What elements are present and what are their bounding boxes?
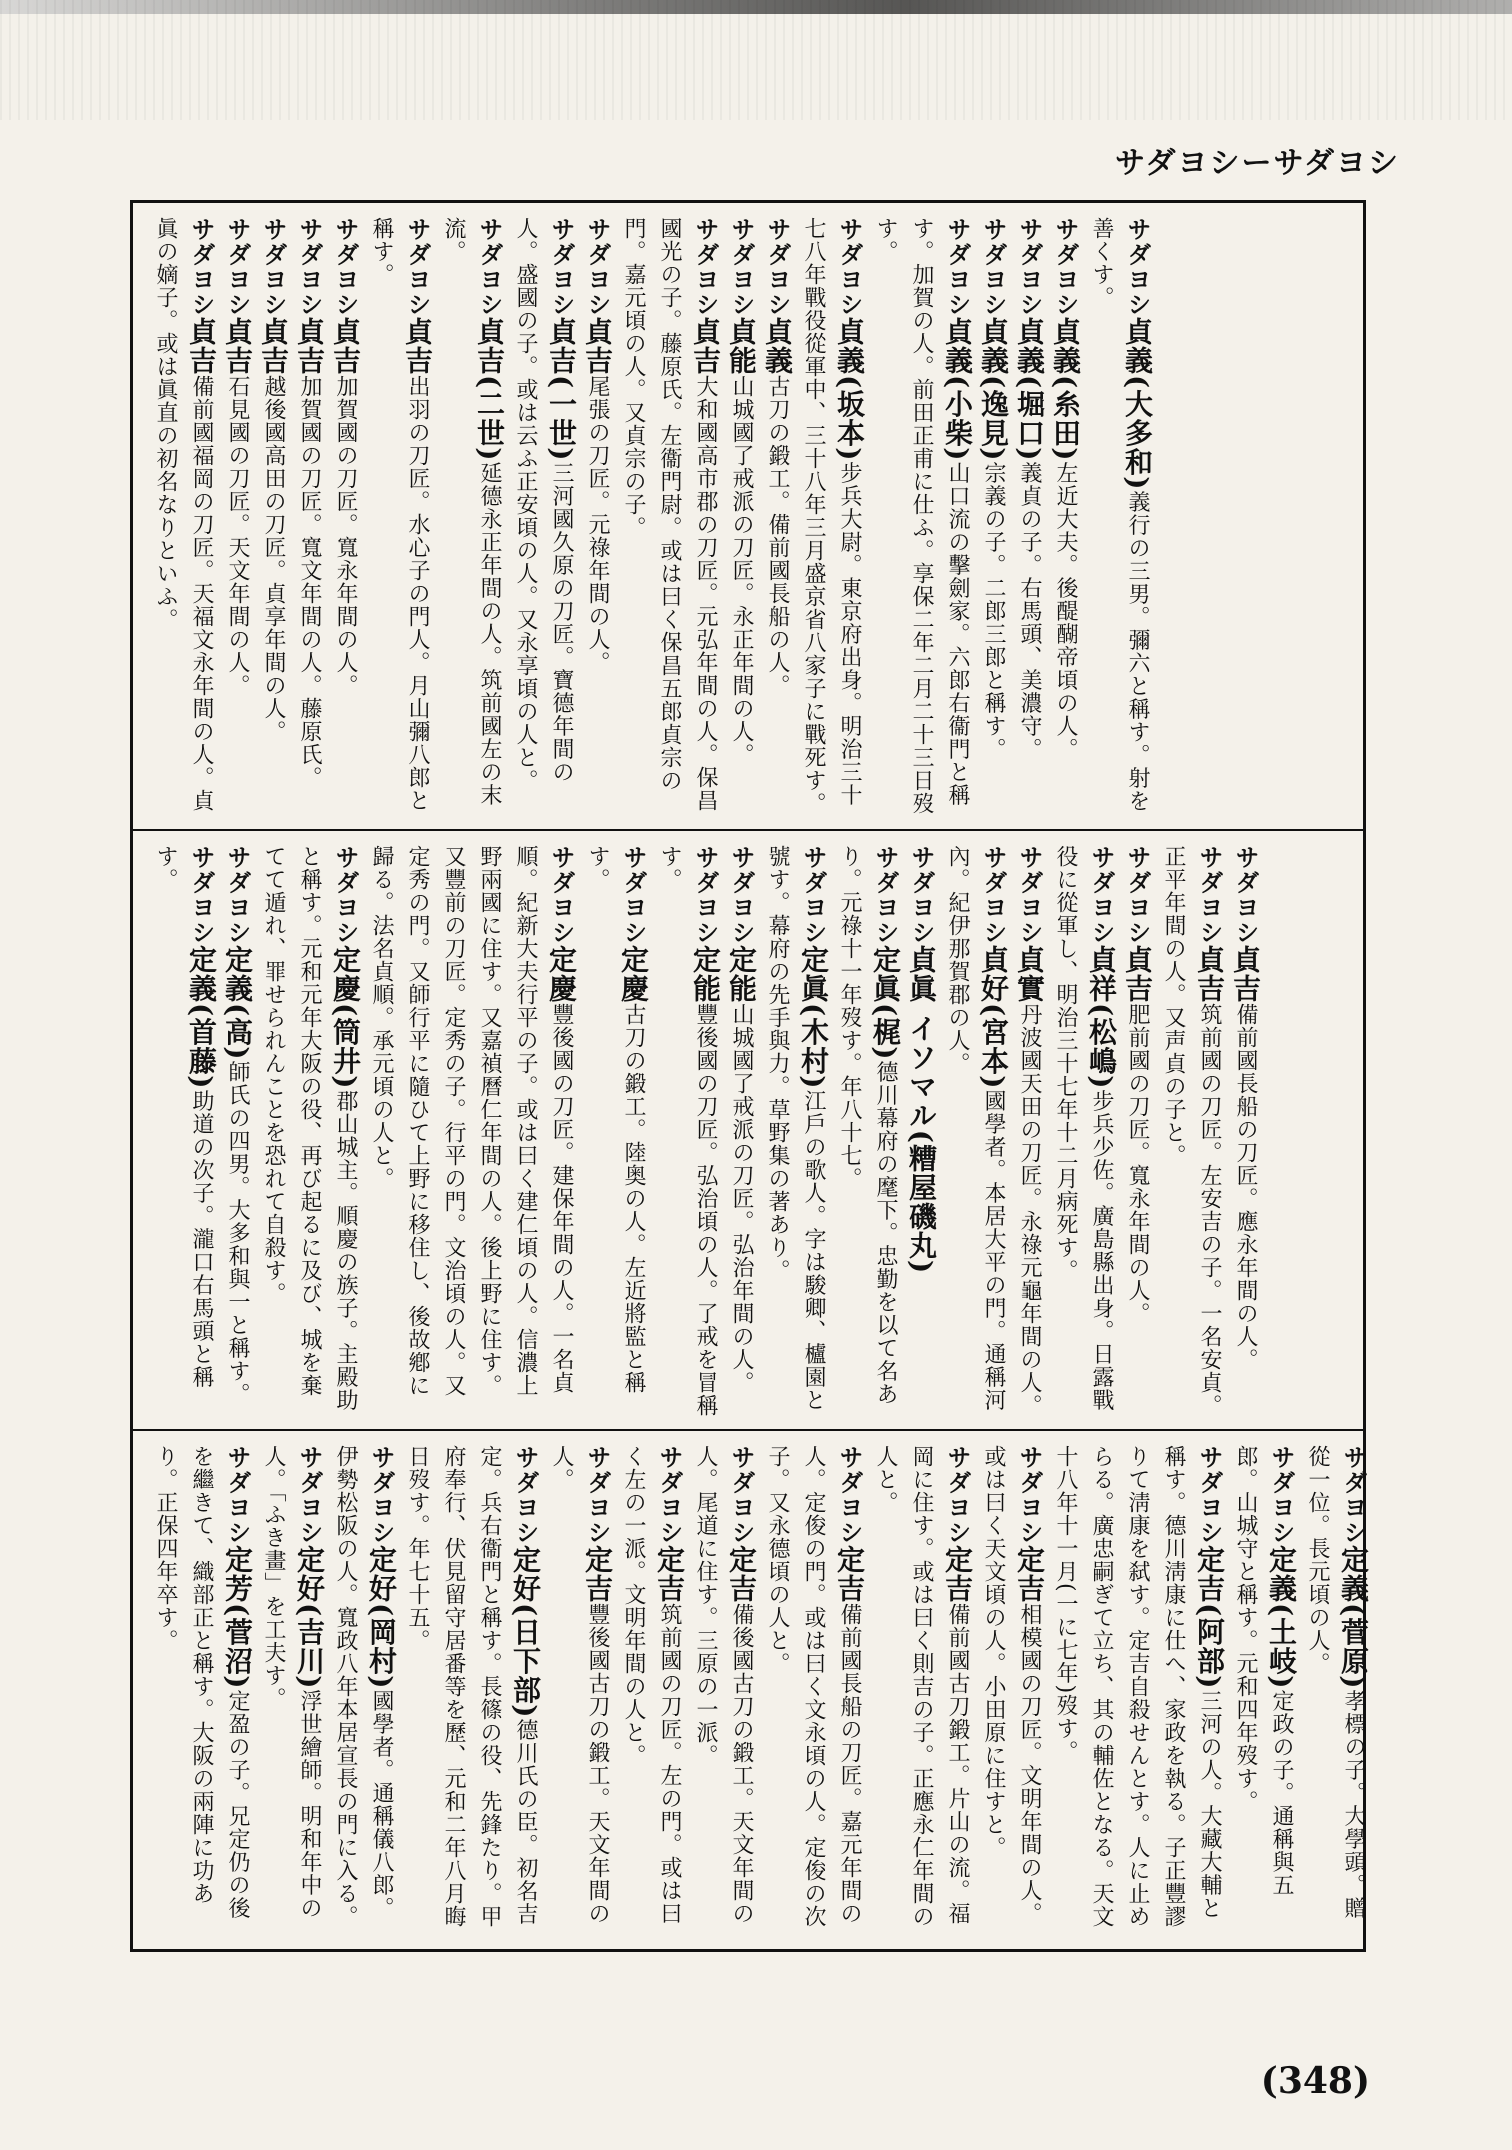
entry-kana: サダヨシ: [1123, 217, 1151, 317]
dictionary-entry: [507, 217, 579, 819]
dictionary-entry: [255, 845, 363, 1419]
dictionary-entry: [867, 1445, 975, 1939]
entry-description: 國學者。本居大平の門。通稱河內。紀伊那賀郡の人。: [945, 845, 1006, 1412]
entry-kana: サダヨシ: [1015, 1445, 1043, 1545]
entry-headword: 貞祥(松嶋): [1085, 945, 1118, 1090]
entry-headword: 貞吉(一世): [545, 317, 578, 462]
entry-description: 備前國長船の刀匠。應永年間の人。: [1233, 1003, 1258, 1371]
entry-description: 孝標の子。大學頭。贈從一位。長元頃の人。: [1305, 1445, 1366, 1920]
entry-headword: 貞吉: [1193, 945, 1226, 1003]
entry-description: 加賀國の刀匠。寬永年間の人。: [333, 375, 358, 697]
entry-description: 助道の次子。瀧口右馬頭と稱す。: [153, 845, 214, 1389]
entry-description: 加賀國の刀匠。寬文年間の人。藤原氏。: [297, 375, 322, 789]
entry-kana: サダヨシ: [547, 845, 575, 945]
entry-headword: 定義(高): [221, 945, 254, 1061]
dictionary-entry: [219, 217, 255, 819]
entry-kana: サダヨシ: [871, 845, 899, 945]
entry-kana: サダヨシ: [511, 1445, 539, 1545]
entry-description: 三河の人。大藏大輔と稱す。德川淸康に仕へ、家政を執る。子正豐謬りて淸康を弑す。定吉自殺せんとす。人に止めらる。廣忠嗣ぎて立ち、其の輔佐となる。天文十八年十一月(一に七年)歿す。: [1053, 1445, 1222, 1928]
entry-kana: サダヨシ: [1195, 1445, 1223, 1545]
entry-kana: サダヨシ: [583, 217, 611, 317]
entry-kana: サダヨシ: [1231, 845, 1259, 945]
entry-headword: 貞吉: [401, 317, 434, 375]
dictionary-entry: [939, 845, 1011, 1419]
entry-kana: サダヨシ: [1123, 845, 1151, 945]
entry-headword: 定好(日下部): [509, 1545, 542, 1719]
entry-description: 丹波國天田の刀匠。永祿元龜年間の人。: [1017, 1003, 1042, 1417]
entry-kana: サダヨシ: [331, 845, 359, 945]
entry-description: 筑前國の刀匠。左の門。或は曰く左の一派。文明年間の人と。: [621, 1445, 682, 1925]
dictionary-entry: [435, 217, 507, 819]
dictionary-entry: [1047, 1445, 1227, 1939]
entry-kana: サダヨシ: [223, 845, 251, 945]
entry-description: 備前國長船の刀匠。嘉元年間の人。定俊の門。或は曰く文永頃の人。定俊の次子。又永德頃の人と。: [765, 1445, 862, 1928]
entry-description: 豐後國の刀匠。弘治頃の人。了戒を冒稱す。: [657, 845, 718, 1417]
entry-kana: サダヨシ: [655, 1445, 683, 1545]
entry-kana: サダヨシ: [979, 217, 1007, 317]
dictionary-entry: [867, 217, 975, 819]
dictionary-entry: [651, 845, 723, 1419]
entry-headword: 貞好(宮本): [977, 945, 1010, 1090]
entry-kana: サダヨシ: [979, 845, 1007, 945]
entry-description: 越後國高田の刀匠。貞享年間の人。: [261, 375, 286, 743]
entry-kana: サダヨシ: [403, 217, 431, 317]
entry-description: 義行の三男。彌六と稱す。射を善くす。: [1089, 217, 1150, 813]
dictionary-entry: [1083, 217, 1155, 819]
dictionary-entry: [543, 1445, 615, 1939]
entry-headword: 貞義(堀口): [1013, 317, 1046, 462]
dictionary-entry: [1011, 217, 1047, 819]
entry-description: 備後國古刀の鍛工。天文年間の人。尾道に住す。三原の一派。: [693, 1445, 754, 1925]
entry-headword: 貞義: [761, 317, 794, 375]
entry-headword: 定吉: [725, 1545, 758, 1603]
entries-column-group: [133, 1431, 1391, 1949]
entry-kana: サダヨシ: [259, 217, 287, 317]
entry-kana: サダヨシ: [763, 217, 791, 317]
dictionary-entry: [831, 845, 903, 1419]
entry-headword: 定能: [689, 945, 722, 1003]
dictionary-entry: [291, 217, 327, 819]
entry-headword: 定好(吉川): [293, 1545, 326, 1690]
entry-kana: サダヨシ: [691, 217, 719, 317]
entry-headword: 貞吉(二世): [473, 317, 506, 462]
dictionary-entry: [255, 217, 291, 819]
dictionary-entry: [255, 1445, 327, 1939]
entry-headword: 定眞(梶): [869, 945, 902, 1061]
entry-headword: 定慶(筒井): [329, 945, 362, 1090]
entry-kana: サダヨシ: [799, 845, 827, 945]
entry-description: 豐後國の刀匠。建保年間の人。一名貞順。紀新大夫行平の子。或は曰く建仁頃の人。信濃上野兩國に住す。又嘉禎曆仁年間の人。後上野に住す。又豐前の刀匠。定秀の子。行平の門。文治頃の人。又定秀の門。又師行平に隨ひて上野に移住し、後故鄕に歸る。法名貞順。承元頃の人と。: [369, 845, 574, 1397]
entry-description: 延德永正年間の人。筑前國左の末流。: [441, 217, 502, 807]
entry-description: 宗義の子。二郎三郎と稱す。: [981, 461, 1006, 761]
entry-headword: 定慶: [617, 945, 650, 1003]
section-top: [133, 203, 1363, 831]
entry-headword: 定芳(菅沼): [221, 1545, 254, 1690]
entry-kana: サダヨシ: [583, 1445, 611, 1545]
entry-kana: サダヨシ: [691, 845, 719, 945]
dictionary-entry: [363, 845, 579, 1419]
entry-description: 出羽の刀匠。水心子の門人。月山彌八郎と稱す。: [369, 217, 430, 812]
scan-speckle: [0, 0, 1512, 120]
entry-headword: 貞吉: [185, 317, 218, 375]
entry-kana: サダヨシ: [1015, 217, 1043, 317]
dictionary-entry: [615, 1445, 687, 1939]
entry-kana: サダヨシ: [835, 217, 863, 317]
dictionary-entry: [1119, 845, 1155, 1419]
entry-kana: サダヨシ: [1015, 845, 1043, 945]
entry-headword: 貞吉: [293, 317, 326, 375]
entry-kana: サダヨシ: [1195, 845, 1223, 945]
entry-description: 山口流の擊劍家。六郎右衞門と稱す。加賀の人。前田正甫に仕ふ。享保二年二月二十三日歿す。: [873, 217, 970, 815]
dictionary-entry: [147, 1445, 255, 1939]
dictionary-entry: [1011, 845, 1047, 1419]
running-header-kana-index: サダヨシーサダヨシ: [1115, 146, 1400, 181]
entry-headword: 貞義(大多和): [1121, 317, 1154, 491]
entry-headword: 貞義(逸見): [977, 317, 1010, 462]
entry-kana: サダヨシ: [619, 845, 647, 945]
dictionary-entry: [795, 217, 867, 819]
entry-description: 石見國の刀匠。天文年間の人。: [225, 375, 250, 697]
entry-headword: 定吉(阿部): [1193, 1545, 1226, 1690]
entry-headword: 貞義(小柴): [941, 317, 974, 462]
entry-description: 備前國福岡の刀匠。天福文永年間の人。貞眞の嫡子。或は眞直の初名なりといふ。: [153, 217, 214, 812]
entry-headword: 定吉: [941, 1545, 974, 1603]
dictionary-entry: [1227, 845, 1263, 1419]
entry-headword: 定吉: [1013, 1545, 1046, 1603]
entry-headword: 定好(岡村): [365, 1545, 398, 1690]
entry-headword: 定義(土岐): [1265, 1545, 1298, 1690]
entry-kana: サダヨシ: [907, 845, 935, 945]
entry-kana: サダヨシ: [943, 1445, 971, 1545]
dictionary-entry: [1047, 217, 1083, 819]
dictionary-entry: [759, 217, 795, 819]
dictionary-entry: [327, 1445, 399, 1939]
entry-description: 古刀の鍛工。陸奥の人。左近將監と稱す。: [585, 845, 646, 1394]
entry-kana: サダヨシ: [223, 1445, 251, 1545]
entry-headword: 定義(首藤): [185, 945, 218, 1090]
entry-kana: サダヨシ: [727, 217, 755, 317]
entry-description: 德川幕府の麾下。忠勤を以て名あり。元祿十一年歿す。年八十七。: [837, 845, 898, 1406]
entry-description: 江戶の歌人。字は駿卿、櫨園と號す。幕府の先手與力。草野集の著あり。: [765, 845, 826, 1412]
entry-description: 山城國了戒派の刀匠。弘治年間の人。: [729, 1003, 754, 1394]
entry-headword: 定慶: [545, 945, 578, 1003]
entry-description: 備前國古刀鍛工。片山の流。福岡に住す。或は曰く則吉の子。正應永仁年間の人と。: [873, 1445, 970, 1928]
entry-kana: サダヨシ: [367, 1445, 395, 1545]
dictionary-entry: [579, 845, 651, 1419]
entry-kana: サダヨシ: [547, 217, 575, 317]
dictionary-entry: [219, 845, 255, 1419]
dictionary-entry: [1299, 1445, 1371, 1939]
entry-description: 師氏の四男。大多和與一と稱す。: [225, 1060, 250, 1406]
entry-headword: 貞眞 イソマル(糟屋磯丸): [905, 945, 938, 1275]
entry-description: 古刀の鍛工。備前國長船の人。: [765, 375, 790, 697]
entry-headword: 貞能: [725, 317, 758, 375]
dictionary-entry: [687, 1445, 759, 1939]
entry-kana: サダヨシ: [1051, 217, 1079, 317]
entry-headword: 貞吉: [581, 317, 614, 375]
entry-headword: 貞吉: [329, 317, 362, 375]
entry-kana: サダヨシ: [187, 217, 215, 317]
entry-headword: 貞吉: [689, 317, 722, 375]
dictionary-entry: [759, 845, 831, 1419]
entry-kana: サダヨシ: [1339, 1445, 1367, 1545]
entry-headword: 定能: [725, 945, 758, 1003]
entry-kana: サダヨシ: [295, 1445, 323, 1545]
dictionary-entry: [147, 845, 219, 1419]
dictionary-entry: [723, 217, 759, 819]
entry-description: 德川氏の臣。初名吉定。兵右衞門と稱す。長篠の役、先鋒たり。甲府奉行、伏見留守居番等を歷、元和二年八月晦日歿す。年七十五。: [405, 1445, 538, 1928]
entry-headword: 貞吉: [1229, 945, 1262, 1003]
entry-headword: 貞吉: [257, 317, 290, 375]
dictionary-entry: [903, 845, 939, 1419]
dictionary-entry: [615, 217, 723, 819]
entry-description: 肥前國の刀匠。寬永年間の人。: [1125, 1003, 1150, 1325]
entry-kana: サダヨシ: [1087, 845, 1115, 945]
entry-kana: サダヨシ: [295, 217, 323, 317]
entry-description: 山城國了戒派の刀匠。永正年間の人。: [729, 375, 754, 766]
entry-kana: サダヨシ: [727, 1445, 755, 1545]
dictionary-entry: [1227, 1445, 1299, 1939]
dictionary-entry: [723, 845, 759, 1419]
entry-kana: サダヨシ: [835, 1445, 863, 1545]
entry-description: 尾張の刀匠。元祿年間の人。: [585, 375, 610, 674]
dictionary-entry: [759, 1445, 867, 1939]
page-number: (348): [1260, 2060, 1370, 2102]
entry-headword: 定義(菅原): [1337, 1545, 1370, 1690]
entry-description: 大和國高市郡の刀匠。元弘年間の人。保昌國光の子。藤原氏。左衞門尉。或は曰く保昌五郎貞宗の門。嘉元頃の人。又貞宗の子。: [621, 217, 718, 812]
section-middle: [133, 831, 1363, 1431]
dictionary-entry: [327, 217, 363, 819]
entry-headword: 貞吉: [1121, 945, 1154, 1003]
entry-headword: 貞義(糸田): [1049, 317, 1082, 462]
entry-kana: サダヨシ: [223, 217, 251, 317]
entry-kana: サダヨシ: [331, 217, 359, 317]
entry-headword: 定吉: [833, 1545, 866, 1603]
entry-headword: 定吉: [581, 1545, 614, 1603]
dictionary-entry: [579, 217, 615, 819]
entries-column-group: [133, 203, 1175, 829]
entry-headword: 定眞(木村): [797, 945, 830, 1090]
entry-kana: サダヨシ: [943, 217, 971, 317]
entry-description: 豐後國古刀の鍛工。天文年間の人。: [549, 1445, 610, 1925]
entry-kana: サダヨシ: [475, 217, 503, 317]
dictionary-entry: [399, 1445, 543, 1939]
dictionary-entry: [147, 217, 219, 819]
entry-description: 三河國久原の刀匠。寶德年間の人。盛國の子。或は云ふ正安頃の人。又永享頃の人と。: [513, 217, 574, 792]
entry-headword: 貞實: [1013, 945, 1046, 1003]
entry-kana: サダヨシ: [1267, 1445, 1295, 1545]
entry-description: 步兵大尉。東京府出身。明治三十七八年戰役從軍中、三十八年三月盛京省八家子に戰死す。: [801, 217, 862, 815]
entry-description: 郡山城主。順慶の族子。主殿助と稱す。元和元年大阪の役、再び起るに及び、城を棄てて遁れ、罪せられんことを恐れて自殺す。: [261, 845, 358, 1412]
section-bottom: [133, 1431, 1370, 1949]
entry-headword: 貞義(坂本): [833, 317, 866, 462]
entry-headword: 貞吉: [221, 317, 254, 375]
dictionary-frame: [130, 200, 1370, 1952]
dictionary-entry: [975, 217, 1011, 819]
entry-description: 筑前國の刀匠。左安吉の子。一名安貞。正平年間の人。又声貞の子と。: [1161, 845, 1222, 1417]
entry-headword: 定吉: [653, 1545, 686, 1603]
entry-description: 定盈の子。兄定仍の後を繼きて、織部正と稱す。大阪の兩陣に功あり。正保四年卒す。: [153, 1445, 250, 1920]
dictionary-entry: [1155, 845, 1227, 1419]
entry-description: 國學者。通稱儀八郎。伊勢松阪の人。寬政八年本居宣長の門に入る。: [333, 1445, 394, 1928]
entry-description: 相模國の刀匠。文明年間の人。或は曰く天文頃の人。小田原に住すと。: [981, 1445, 1042, 1925]
entry-description: 左近大夫。後醍醐帝頃の人。: [1053, 461, 1078, 761]
dictionary-entry: [975, 1445, 1047, 1939]
entry-kana: サダヨシ: [727, 845, 755, 945]
entry-description: 義貞の子。右馬頭、美濃守。: [1017, 461, 1042, 761]
entry-kana: サダヨシ: [187, 845, 215, 945]
entry-description: 定政の子。通稱與五郎。山城守と稱す。元和四年歿す。: [1233, 1445, 1294, 1897]
dictionary-entry: [363, 217, 435, 819]
entry-description: 步兵少佐。廣島縣出身。日露戰役に從軍し、明治三十七年十二月病死す。: [1053, 845, 1114, 1412]
entries-column-group: [133, 831, 1283, 1429]
entry-description: 浮世繪師。明和年中の人。「ふき畫」を工夫す。: [261, 1445, 322, 1920]
dictionary-entry: [1047, 845, 1119, 1419]
